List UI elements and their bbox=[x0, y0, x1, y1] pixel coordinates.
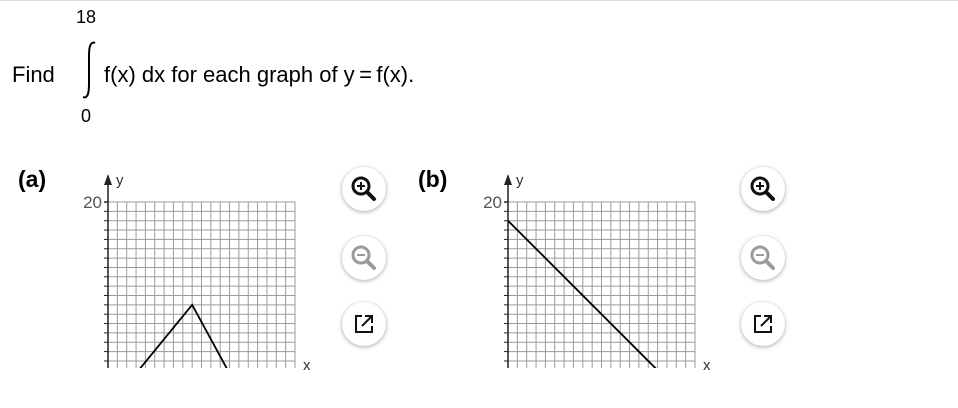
y-axis-label: y bbox=[116, 172, 124, 189]
zoom-in-button[interactable] bbox=[342, 167, 386, 211]
open-external-icon bbox=[741, 302, 785, 346]
x-axis-label: x bbox=[703, 357, 711, 374]
zoom-out-button[interactable] bbox=[342, 236, 386, 280]
integral-upper-limit: 18 bbox=[76, 7, 97, 27]
part-label: (b) bbox=[418, 166, 448, 192]
x-axis-label: x bbox=[303, 357, 311, 374]
top-divider bbox=[0, 0, 958, 1]
y-tick-label: 20 bbox=[483, 193, 502, 212]
zoom-in-icon bbox=[741, 167, 785, 211]
graph-a[interactable] bbox=[70, 168, 320, 374]
y-tick-label: 20 bbox=[83, 193, 102, 212]
y-axis-arrow bbox=[104, 174, 112, 185]
open-external-icon bbox=[342, 302, 386, 346]
graph-b[interactable] bbox=[470, 168, 720, 374]
open-external-button[interactable] bbox=[741, 302, 785, 346]
zoom-out-icon bbox=[342, 236, 386, 280]
function-line bbox=[108, 305, 248, 408]
integral-lower-limit: 0 bbox=[81, 106, 92, 126]
zoom-out-button[interactable] bbox=[741, 236, 785, 280]
question-text: f(x) dx for each graph of y = f(x). bbox=[104, 62, 415, 87]
zoom-out-icon bbox=[741, 236, 785, 280]
integral-sign bbox=[78, 40, 100, 105]
zoom-in-icon bbox=[342, 167, 386, 211]
open-external-button[interactable] bbox=[342, 302, 386, 346]
zoom-in-button[interactable] bbox=[741, 167, 785, 211]
question-prefix: Find bbox=[12, 62, 55, 87]
y-axis-label: y bbox=[516, 172, 524, 189]
y-axis-arrow bbox=[504, 174, 512, 185]
part-label: (a) bbox=[18, 166, 47, 192]
